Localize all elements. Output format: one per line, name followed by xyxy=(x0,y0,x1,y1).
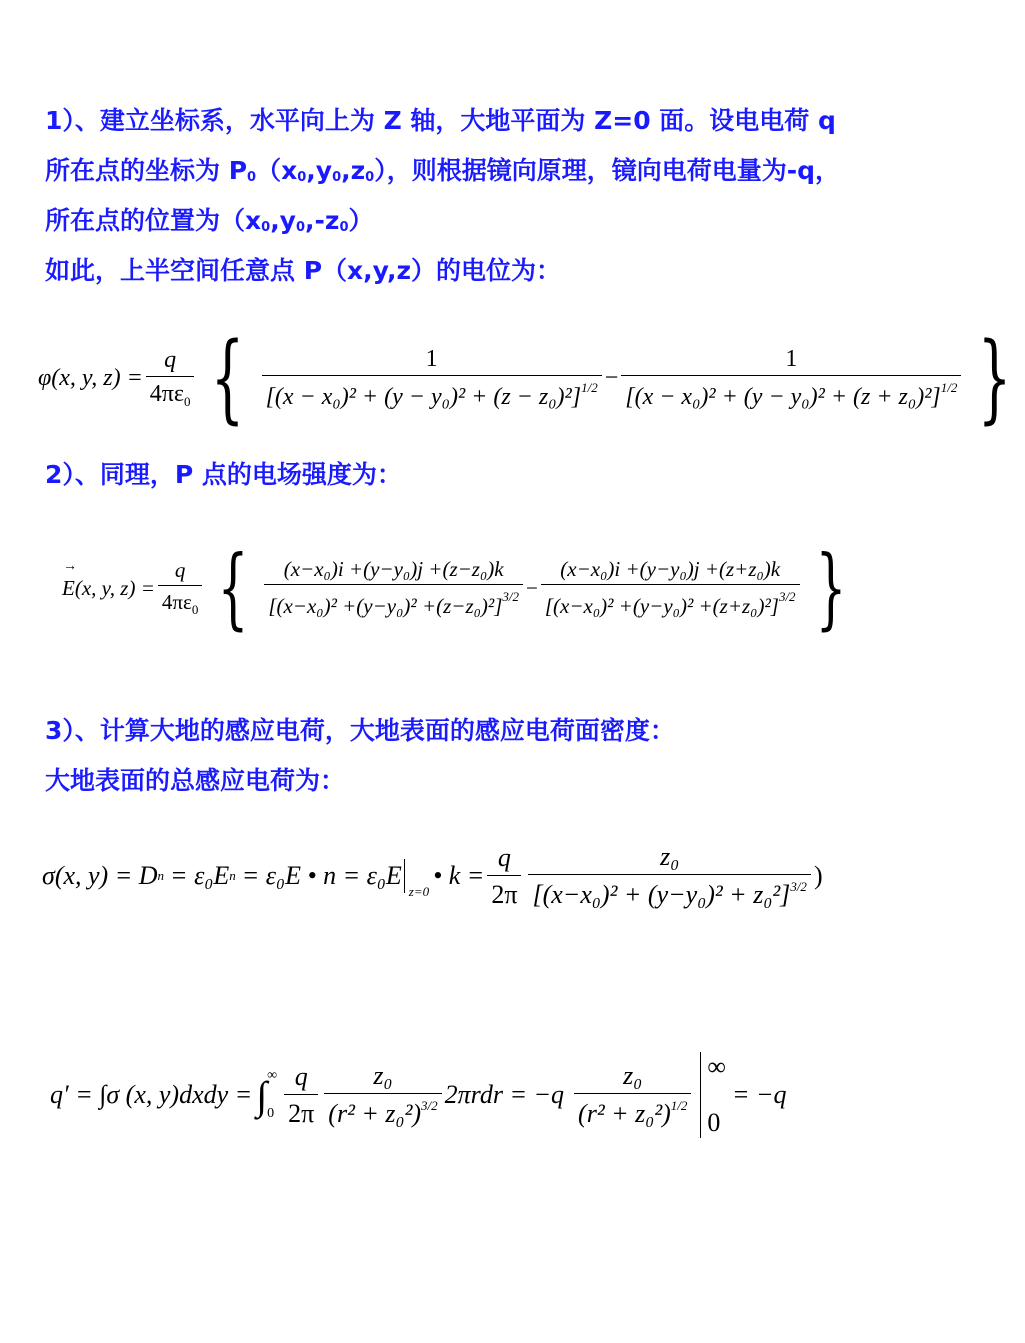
eq3-lhs: σ(x, y) = D xyxy=(42,861,158,890)
eq2-term1: $\frac{\text{(x−x₀)i +(y−y₀)j +(z−z₀)k}}{[(x-x_0)^2 +(y-y_0)^2 +(z-z_0)^2]^{3/2}}$ xyxy=(264,557,523,619)
eq2-coefficient: $\frac{q}{4\pi\varepsilon_0}$ xyxy=(158,558,202,618)
integral-icon: ∫ xyxy=(256,1072,268,1118)
eq4-result: = −q xyxy=(731,1080,787,1109)
section1-line4: 如此，上半空间任意点 P（x,y,z）的电位为： xyxy=(45,256,562,285)
eq4-fraction1: $\frac{\text{z₀}}{(r^2 + z_0^2)^{3/2}}$ xyxy=(324,1061,441,1129)
eq3-fraction: $\frac{\text{z₀}}{[(x-x_0)^2 + (y-y_0)^2 + z_0^2]^{3/2}}$ xyxy=(528,842,810,910)
eq3-coefficient: $\frac{q}{2\pi}$ xyxy=(487,843,521,910)
right-brace-icon: } xyxy=(978,322,1012,434)
eq2-lhs: (x, y, z) = xyxy=(74,575,155,600)
eq2-term2: $\frac{\text{(x−x₀)i +(y−y₀)j +(z+z₀)k}}{[(x-x_0)^2 +(y-y_0)^2 +(z+z_0)^2]^{3/2}}$ xyxy=(541,557,800,619)
eq4-coefficient: $\frac{q}{2\pi}$ xyxy=(284,1062,318,1129)
eq1-coefficient: $\frac{q}{4\pi\varepsilon_0}$ xyxy=(146,347,195,410)
eq1-term2: $\frac{1}{[(x - x_0)^2 + (y - y_0)^2 + (z + z_0)^2]^{1/2}}$ xyxy=(621,346,961,411)
eq3-close: ) xyxy=(813,861,823,890)
eq2-minus: − xyxy=(526,575,538,600)
eq4-fraction2: $\frac{\text{z₀}}{(r^2 + z_0^2)^{1/2}}$ xyxy=(574,1061,691,1129)
eq3-eval-bar: z=0 xyxy=(404,859,429,893)
eq4-lhs: q′ = ∫σ (x, y)dxdy = xyxy=(50,1080,253,1109)
eq1-term1: $\frac{1}{[(x - x_0)^2 + (y - y_0)^2 + (z - z_0)^2]^{1/2}}$ xyxy=(262,346,602,411)
section3-line2: 大地表面的总感应电荷为： xyxy=(45,766,346,795)
eq3-mid2: = ε₀E • n = ε₀E xyxy=(241,861,402,890)
surface-density-equation: σ(x, y) = D n = ε₀E n = ε₀E • n = ε₀E $_{z=0}$ • k = $\frac{q}{2\pi}$ $\frac{\text{z₀}}{[(x-x_0)^2 + (y-y_0)^2 + z_0^2]^{3/2}}$ ) xyxy=(42,842,823,909)
eq1-minus: − xyxy=(604,364,619,391)
eq4-mid: 2πrdr = −q xyxy=(444,1080,565,1109)
section1-line3: 所在点的位置为$(x_0,y_0,-z_0)$ xyxy=(45,206,374,235)
eq3-mid: = ε₀E xyxy=(170,861,230,890)
section2-line1: 2）、同理，P 点的电场强度为： xyxy=(45,460,402,489)
section1-line1: 1）、建立坐标系，水平向上为 Z 轴，大地平面为 Z=0 面。设电电荷 q xyxy=(45,106,836,135)
left-brace-icon: { xyxy=(211,322,245,434)
total-charge-equation: q′ = ∫σ (x, y)dxdy = ∫ ∞ 0 $\frac{q}{2\pi}$ $\frac{\text{z₀}}{(r^2 + z_0^2)^{3/2}}$ 2πrdr = −q $\frac{\text{z₀}}{(r^2 + z_0^2)^{1/2}}$ ∞ 0 = −q xyxy=(50,1052,787,1137)
eq2-lhs-e: → E xyxy=(62,576,75,601)
eq3-tail: • k = xyxy=(433,861,485,890)
section3-line1: 3）、计算大地的感应电荷，大地表面的感应电荷面密度： xyxy=(45,716,675,745)
left-brace-icon: { xyxy=(217,536,249,639)
right-brace-icon: } xyxy=(815,536,846,639)
section1-line2: 所在点的坐标为 $P_0(x_0,y_0,z_0)$，则根据镜向原理，镜向电荷电量为-q， xyxy=(45,156,840,185)
eq4-eval-bar: ∞ 0 xyxy=(700,1052,726,1138)
potential-equation xyxy=(38,322,1025,434)
eq1-lhs: φ(x, y, z) = xyxy=(38,364,143,391)
field-equation xyxy=(62,536,859,639)
